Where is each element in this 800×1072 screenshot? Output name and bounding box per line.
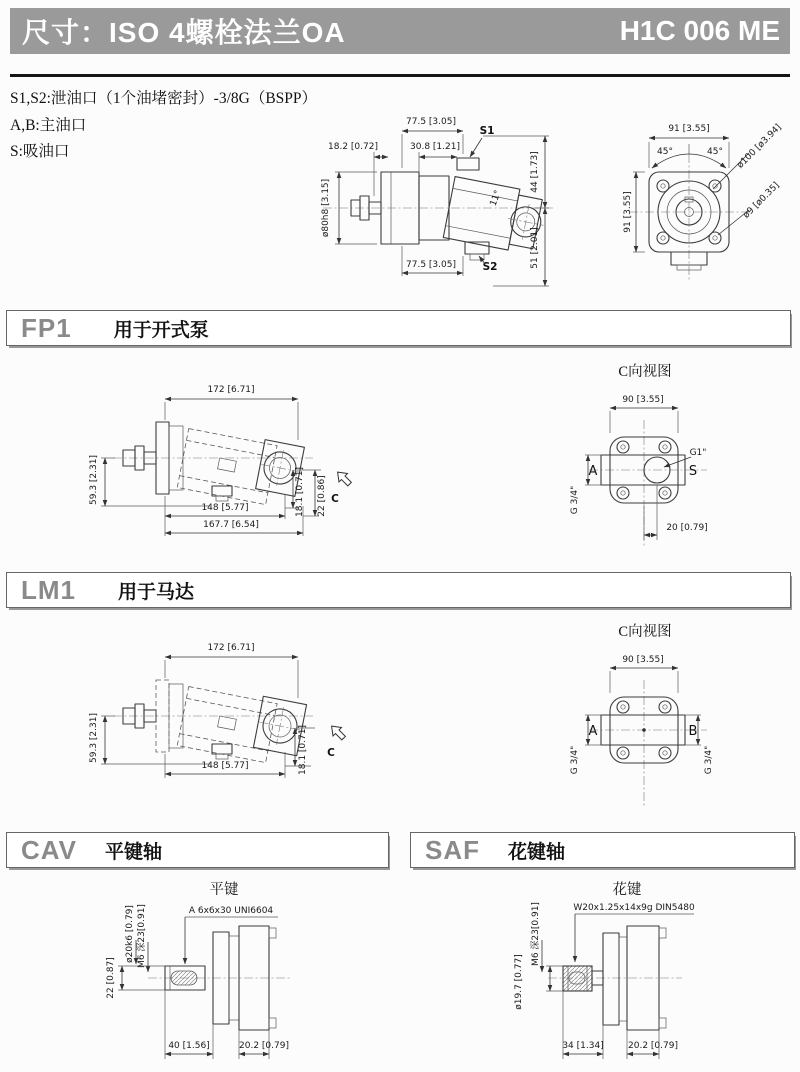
saf-dim-flange: 20.2 [0.79] [628, 1041, 678, 1051]
section-cav-title: 平键轴 [104, 841, 162, 863]
section-cav-code: CAV [21, 834, 77, 865]
lm1-cview-thread-right: G 3/4" [704, 745, 714, 775]
saf-shaft-dia: ø19.7 [0.77] [514, 954, 524, 1010]
section-fp1-code: FP1 [21, 312, 72, 343]
section-fp1-title: 用于开式泵 [113, 319, 209, 341]
dim-port-pos: 30.8 [1.21] [410, 142, 460, 152]
fp1-cview-drawing [565, 358, 800, 555]
section-lm1-header [6, 572, 791, 608]
lm1-side-drawing [85, 626, 355, 806]
fp1-view-arrow-label: C [331, 493, 339, 505]
fp1-dim-bottom1: 148 [5.77] [201, 503, 249, 513]
dim-top: 77.5 [3.05] [406, 117, 456, 127]
dim-bottom: 77.5 [3.05] [406, 260, 456, 270]
flange-bolt-dia: ø9 [ø0.35] [741, 180, 782, 221]
lm1-cview-drawing [565, 618, 800, 815]
lm1-cview-title: C向视图 [618, 624, 672, 640]
fp1-side-drawing [85, 366, 355, 551]
dim-height-top: 44 [1.73] [530, 151, 540, 193]
cav-thread-depth: M6 深23[0.91] [137, 904, 147, 968]
flange-dim-height: 91 [3.55] [623, 191, 633, 233]
title-bar [10, 8, 790, 54]
cav-shaft-drawing [90, 876, 325, 1072]
fp1-cview-dim-offset: 20 [0.79] [666, 523, 708, 533]
saf-thread-depth: M6 深23[0.91] [531, 902, 541, 966]
note-suction-port: S:吸油口 [10, 143, 70, 160]
lm1-dim-left: 59.3 [2.31] [89, 713, 99, 763]
dim-height-bottom: 51 [2.01] [530, 227, 540, 269]
cav-dim-flange: 20.2 [0.79] [239, 1041, 289, 1051]
saf-spline-spec: W20x1.25x14x9g DIN5480 [573, 903, 695, 913]
overview-side-drawing [295, 96, 565, 306]
port-s2-label: S2 [482, 261, 498, 273]
cav-dim-shaft-len: 40 [1.56] [168, 1041, 210, 1051]
fp1-cview-title: C向视图 [618, 364, 672, 380]
lm1-cview-port-a: A [588, 724, 598, 739]
cav-shaft-dia: ø20k6 [0.79] [125, 905, 135, 963]
dim-shaft-dia: ø80h8 [3.15] [321, 178, 331, 238]
section-saf-header [410, 832, 795, 868]
saf-drawing-title: 花键 [612, 882, 642, 898]
lm1-dim-top: 172 [6.71] [207, 643, 255, 653]
dim-shoulder: 18.2 [0.72] [328, 142, 378, 152]
flange-angle-right: 45° [707, 147, 723, 157]
lm1-dim-right: 18.1 [0.71] [298, 725, 308, 775]
cav-drawing-title: 平键 [209, 882, 239, 898]
section-saf-code: SAF [425, 834, 480, 865]
note-main-ports: A,B:主油口 [10, 117, 87, 134]
lm1-cview-thread-left: G 3/4" [570, 745, 580, 775]
lm1-cview-port-b: B [688, 724, 698, 739]
cav-dim-key: 22 [0.87] [106, 957, 116, 999]
divider-rule [10, 74, 790, 77]
fp1-dim-right2: 22 [0.86] [317, 475, 327, 517]
fp1-cview-port-a: A [588, 464, 598, 479]
view-arrow-icon [327, 722, 348, 743]
overview-flange-drawing [625, 96, 797, 296]
model-code: H1C 006 ME [619, 15, 780, 46]
view-arrow-icon [333, 468, 354, 489]
section-lm1-title: 用于马达 [118, 581, 195, 603]
section-lm1-code: LM1 [21, 574, 76, 605]
angle-label: 11° [488, 189, 504, 208]
saf-shaft-drawing [470, 876, 725, 1072]
note-drain-ports: S1,S2:泄油口（1个油堵密封）-3/8G（BSPP） [10, 90, 318, 107]
lm1-cview-dim-top: 90 [3.55] [622, 655, 664, 665]
port-s1-label: S1 [479, 125, 495, 137]
fp1-dim-left: 59.3 [2.31] [89, 455, 99, 505]
section-fp1-header [6, 310, 791, 346]
lm1-view-arrow-label: C [327, 747, 335, 759]
saf-dim-shaft-len: 34 [1.34] [562, 1041, 604, 1051]
flange-angle-left: 45° [657, 147, 673, 157]
fp1-cview-dim-top: 90 [3.55] [622, 395, 664, 405]
lm1-dim-bottom: 148 [5.77] [201, 761, 249, 771]
fp1-cview-port-s: S [688, 464, 698, 479]
flange-pilot-dia: ø100 [ø3.94] [735, 122, 784, 171]
flange-dim-width: 91 [3.55] [668, 124, 710, 134]
fp1-cview-thread-side: G 3/4" [570, 485, 580, 515]
section-saf-title: 花键轴 [508, 841, 566, 863]
fp1-dim-right1: 18.1 [0.71] [295, 467, 305, 517]
fp1-dim-bottom2: 167.7 [6.54] [203, 520, 259, 530]
cav-key-spec: A 6x6x30 UNI6604 [188, 906, 274, 916]
section-cav-header [6, 832, 389, 868]
fp1-dim-top: 172 [6.71] [207, 385, 255, 395]
fp1-cview-thread-s: G1" [689, 448, 707, 458]
page-title: 尺寸：ISO 4螺栓法兰OA [22, 17, 346, 48]
